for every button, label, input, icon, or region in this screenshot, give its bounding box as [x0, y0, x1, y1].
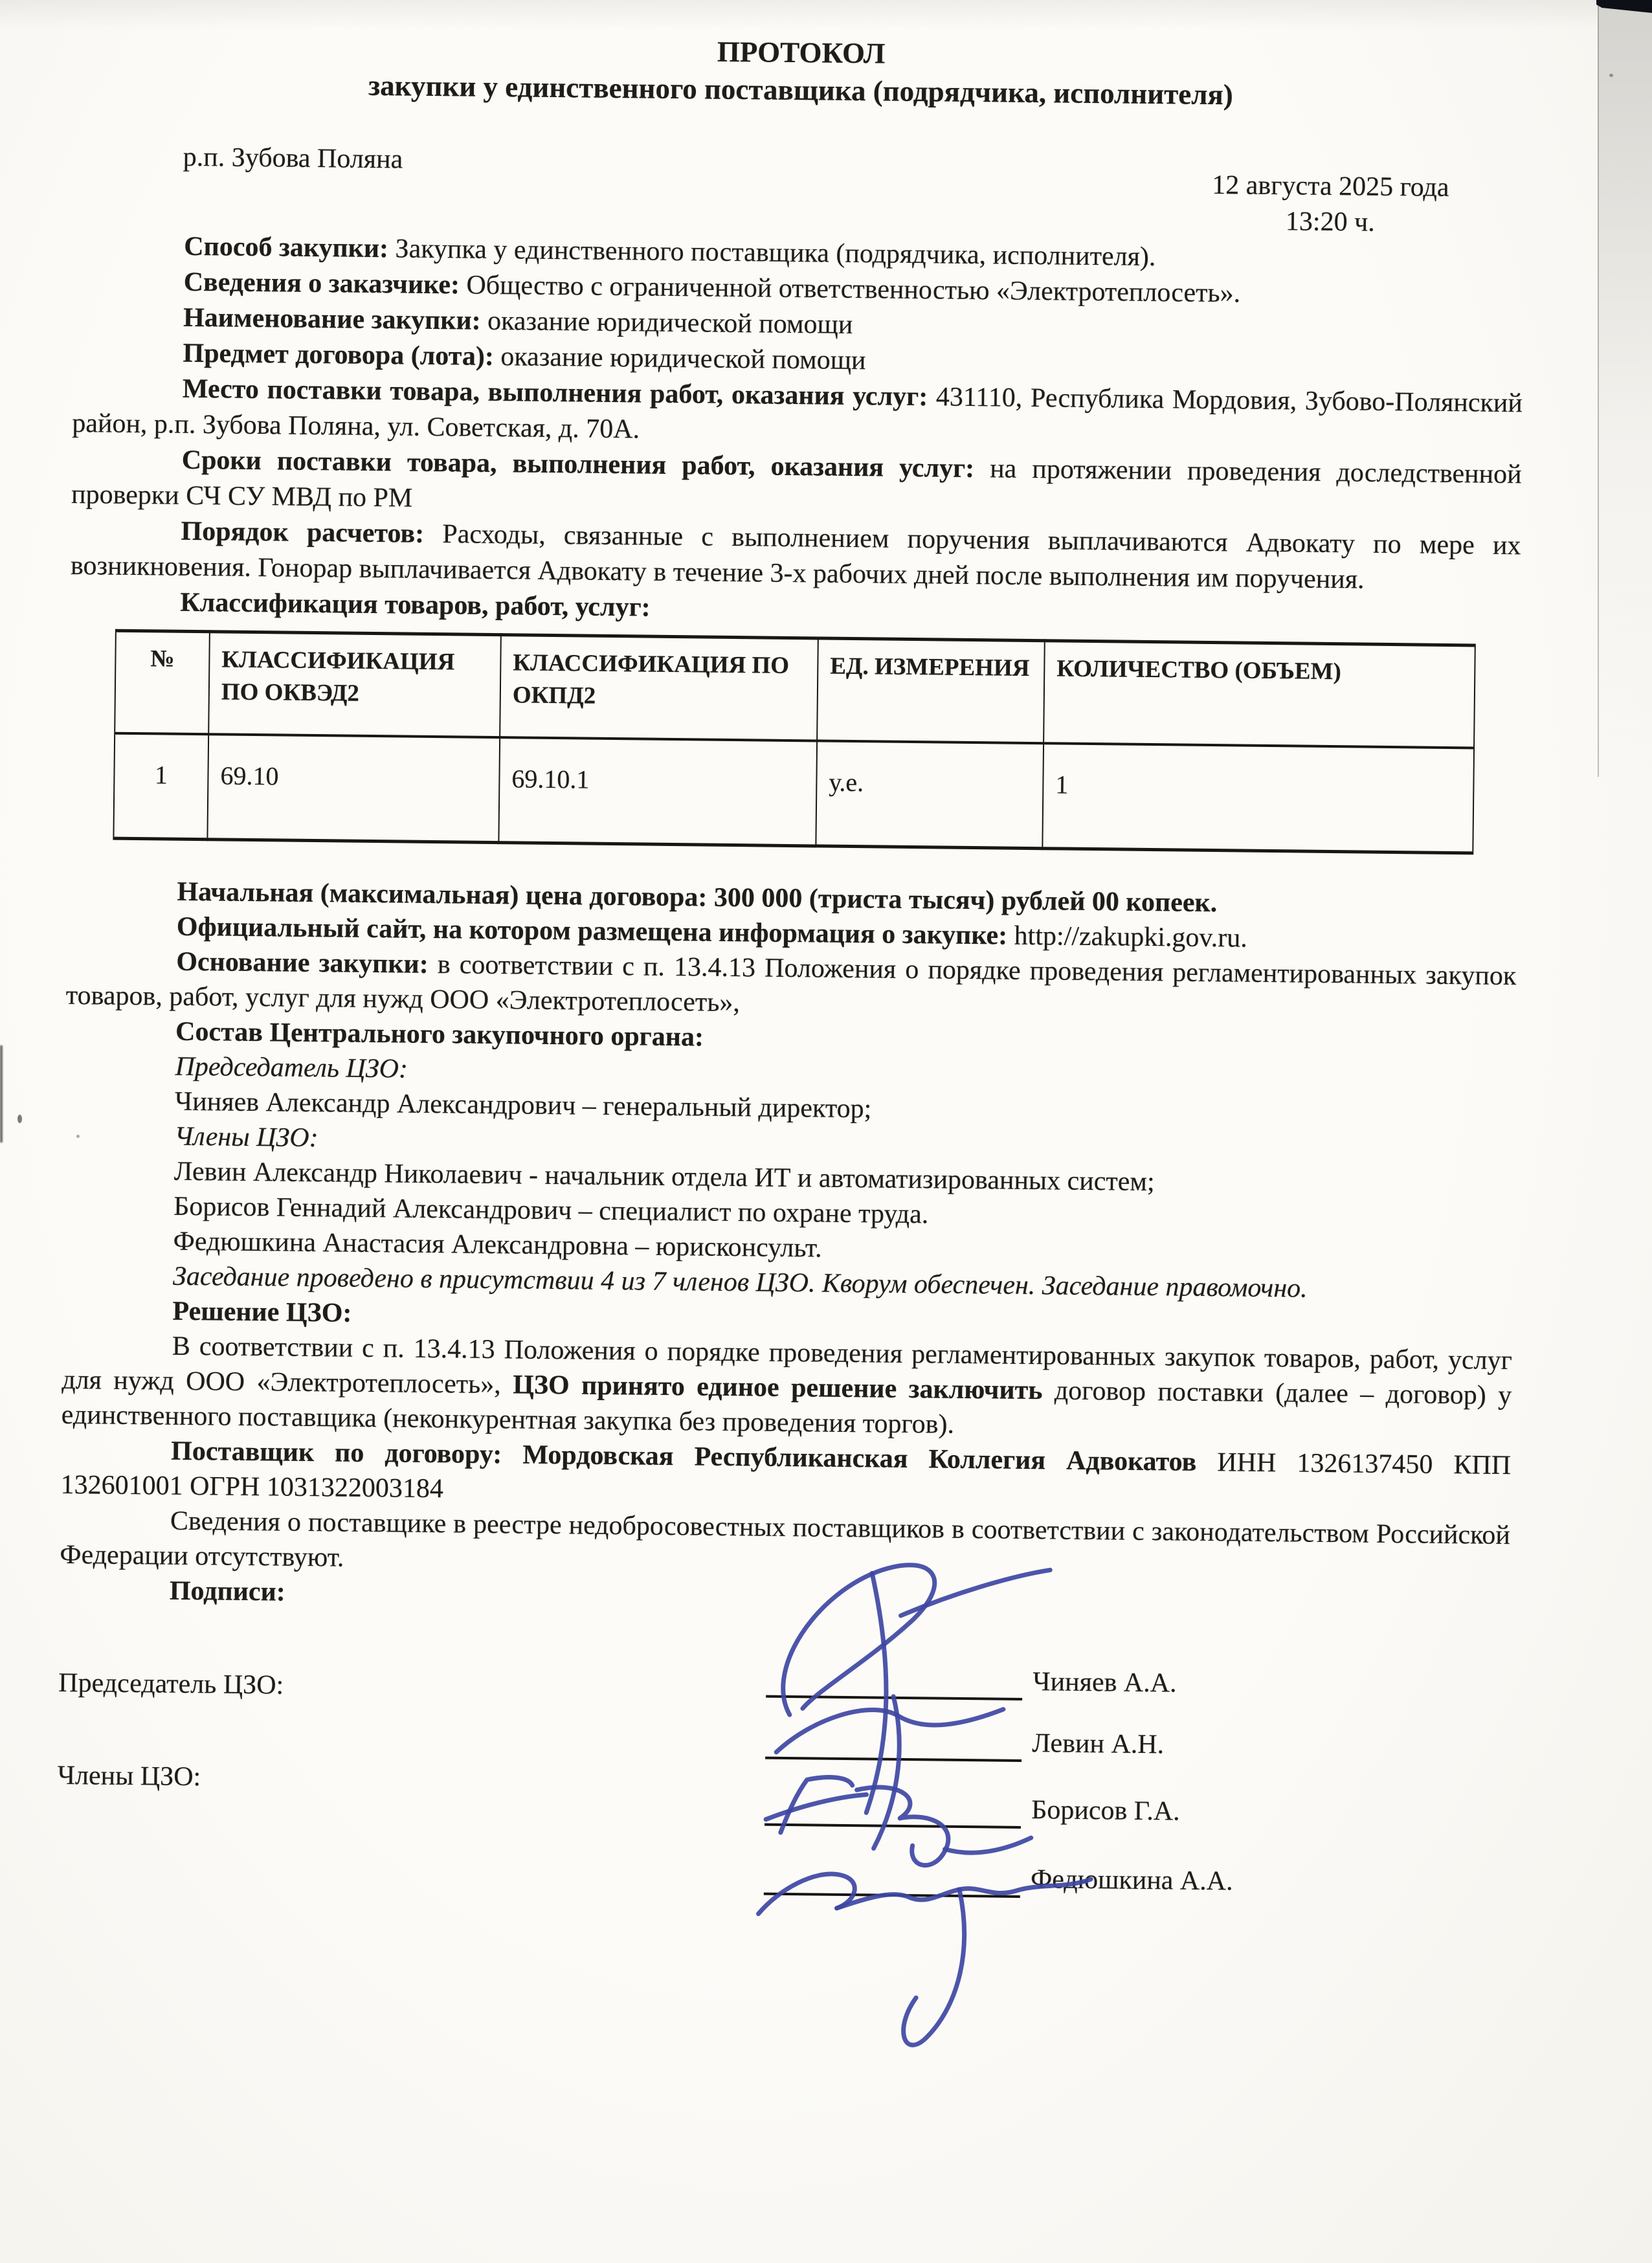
handwritten-signatures [54, 1610, 1509, 2117]
site-url: http://zakupki.gov.ru. [1014, 920, 1247, 953]
scan-top-shadow [0, 0, 1652, 30]
col-header-number: № [115, 630, 210, 734]
field-label: Предмет договора (лота): [183, 338, 495, 372]
scan-seam-shadow [1598, 0, 1652, 777]
signature-members-label: Члены ЦЗО: [57, 1760, 201, 1792]
place-date-row [74, 131, 1525, 243]
member-line: Левин Александр Николаевич - начальник отдела ИТ и автоматизированных систем; [173, 1156, 1155, 1198]
lower-section [60, 873, 1517, 1623]
col-header-quantity: КОЛИЧЕСТВО (ОБЪЕМ) [1044, 641, 1475, 748]
table-header-row [115, 630, 1475, 748]
scan-left-edge-artifact [0, 1045, 3, 1143]
date-time-block [1175, 167, 1486, 241]
document-place: р.п. Зубова Поляна [183, 142, 403, 175]
chairman-role-label: Председатель ЦЗО: [175, 1051, 408, 1084]
signature-chairman-label: Председатель ЦЗО: [58, 1667, 284, 1700]
col-header-okpd2: КЛАССИФИКАЦИЯ ПО ОКПД2 [500, 635, 818, 741]
field-label: Порядок расчетов: [181, 516, 425, 549]
field-value: Расходы, связанные с выполнением поручения выплачиваются Адвокату по мере их возникновения. Гонорар выплачивается Адвокату в течение 3-х рабочих дней после выполнения им поручения. [70, 519, 1521, 595]
signature-fedyushkina-ink [757, 1873, 1091, 2047]
signer-name: Левин А.Н. [1032, 1728, 1165, 1760]
signer-name: Чиняев А.А. [1032, 1667, 1177, 1699]
signatures-heading: Подписи: [169, 1576, 286, 1607]
basis-label: Основание закупки: [176, 946, 429, 979]
document-subtitle: закупки у единственного поставщика (подрядчика, исполнителя) [368, 69, 1234, 111]
signer-name: Федюшкина А.А. [1030, 1864, 1233, 1897]
cell-quantity: 1 [1042, 743, 1474, 853]
decision-paragraph [61, 1328, 1512, 1448]
site-label: Официальный сайт, на котором размещена информация о закупке: [176, 911, 1008, 951]
supplier-name: Мордовская Республиканская Коллегия Адвокатов [522, 1440, 1197, 1477]
chairman-name-line: Чиняев Александр Александрович – генеральный директор; [174, 1086, 872, 1124]
committee-heading: Состав Центрального закупочного органа: [175, 1016, 704, 1053]
decision-text: договор поставки (далее – договор) у единственного поставщика (неконкурентная закупка без проведения торгов). [61, 1376, 1512, 1440]
cell-okpd2: 69.10.1 [498, 737, 817, 846]
classification-table [113, 629, 1475, 855]
member-line: Федюшкина Анастасия Александровна – юрисконсульт. [173, 1226, 822, 1264]
field-value: Закупка у единственного поставщика (подрядчика, исполнителя). [395, 234, 1156, 273]
field-label: Сведения о заказчике: [183, 267, 460, 300]
supplier-details: ИНН 1326137450 КПП 132601001 ОГРН 1031322003184 [60, 1447, 1512, 1504]
scan-page-edge [1598, 0, 1652, 777]
document-date: 12 августа 2025 года [1212, 170, 1449, 203]
field-label: Сроки поставки товара, выполнения работ, оказания услуг: [181, 445, 975, 484]
field-value: на протяжении проведения доследственной проверки СЧ СУ МВД по РМ [71, 454, 1522, 513]
scan-corner-artifact [1596, 0, 1652, 13]
col-header-okved2: КЛАССИФИКАЦИЯ ПО ОКВЭД2 [208, 632, 501, 737]
col-header-unit: ЕД. ИЗМЕРЕНИЯ [817, 638, 1045, 743]
cell-number: 1 [113, 733, 208, 840]
price-label: Начальная (максимальная) цена договора: [177, 876, 708, 913]
decision-bold-text: ЦЗО принято единое решение заключить [512, 1370, 1043, 1406]
signature-block [54, 1610, 1509, 2117]
supplier-label: Поставщик по договору: [170, 1436, 502, 1470]
signature-levin-ink [776, 1695, 1004, 1850]
member-line: Борисов Геннадий Александрович – специалист по охране труда. [173, 1191, 929, 1230]
classification-heading: Классификация товаров, работ, услуг: [180, 587, 651, 623]
document-content [54, 26, 1526, 2117]
decision-text: В соответствии с п. 13.4.13 Положения о порядке проведения регламентированных закупок товаров, работ, услуг для нужд ООО «Электротеплосеть», [61, 1331, 1513, 1400]
ink-speck [1609, 74, 1613, 77]
document-title: ПРОТОКОЛ [717, 35, 886, 70]
field-label: Место поставки товара, выполнения работ, оказания услуг: [182, 373, 928, 412]
field-value: оказание юридической помощи [487, 306, 853, 340]
decision-heading: Решение ЦЗО: [172, 1296, 352, 1328]
ink-speck [17, 1115, 22, 1123]
field-value: Общество с ограниченной ответственностью «Электротеплосеть». [466, 270, 1241, 309]
basis-value: в соответствии с п. 13.4.13 Положения о порядке проведения регламентированных закупок товаров, работ, услуг для нужд ООО «Электротеплосеть», [65, 950, 1517, 1018]
field-label: Наименование закупки: [183, 302, 481, 336]
signer-name: Борисов Г.А. [1031, 1795, 1180, 1827]
cell-okved2: 69.10 [207, 734, 500, 842]
table-row [113, 733, 1474, 853]
field-value: 431110, Республика Мордовия, Зубово-Полянский район, р.п. Зубова Поляна, ул. Советская, д. 70А. [72, 382, 1523, 445]
price-value: 300 000 (триста тысяч) рублей 00 копеек. [713, 882, 1218, 919]
cell-unit: у.е. [816, 741, 1044, 848]
document-time: 13:20 ч. [1285, 206, 1375, 238]
registry-note: Сведения о поставщике в реестре недобросовестных поставщиков в соответствии с законодательством Российской Федерации отсутствуют. [60, 1506, 1511, 1573]
signature-borisov-ink [765, 1777, 1031, 1867]
field-value: оказание юридической помощи [500, 342, 866, 376]
quorum-note: Заседание проведено в присутствии 4 из 7 членов ЦЗО. Кворум обеспечен. Заседание правомочно. [172, 1261, 1308, 1304]
members-role-label: Члены ЦЗО: [174, 1121, 318, 1154]
field-label: Способ закупки: [184, 231, 389, 264]
